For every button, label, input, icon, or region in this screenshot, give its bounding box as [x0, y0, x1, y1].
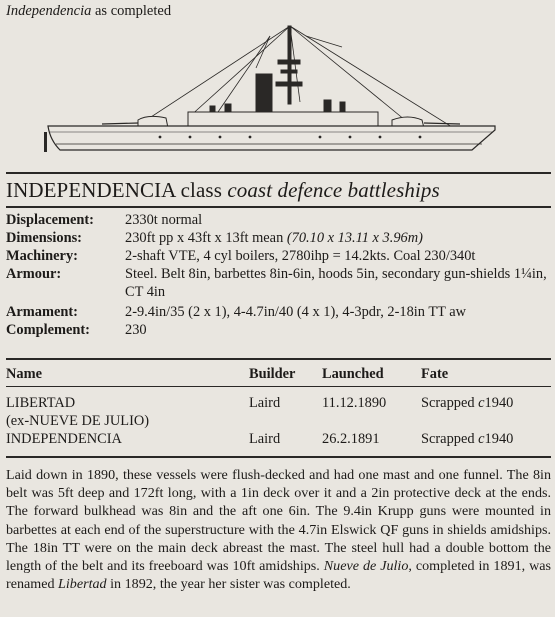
table-row: [6, 430, 551, 448]
rule-table-top: [6, 358, 551, 360]
rule-title: [6, 206, 551, 208]
header-fate: Fate: [421, 366, 449, 382]
ship-name-main: LIBERTAD: [6, 395, 76, 411]
rule-header-bottom: [6, 386, 551, 387]
spec-row-complement: [6, 321, 551, 339]
spec-label: Displacement:: [6, 212, 94, 228]
fate-circa: c: [478, 431, 485, 447]
spec-label: Armour:: [6, 266, 62, 282]
description-text-2: , completed in 1891, was renamed: [6, 558, 552, 593]
specifications: [6, 211, 551, 339]
ship-profile-drawing: [20, 22, 530, 172]
fate-year: 1940: [484, 431, 514, 447]
ship-builder: Laird: [249, 395, 281, 411]
spec-row-armament: [6, 303, 551, 321]
fate-circa: c: [478, 395, 485, 411]
spec-label: Dimensions:: [6, 230, 82, 246]
spec-label: Armament:: [6, 304, 78, 320]
ships-table: [6, 363, 551, 448]
ship-launched: 26.2.1891: [322, 431, 380, 447]
spec-row-displacement: [6, 211, 551, 229]
spec-value: 2-9.4in/35 (2 x 1), 4-4.7in/40 (4 x 1), 4-3pdr, 2-18in TT aw: [125, 304, 467, 320]
spec-value: 230: [125, 322, 147, 338]
table-row: [6, 394, 551, 430]
table-body: [6, 385, 551, 448]
class-title-type: coast defence battleships: [227, 178, 440, 202]
fate-text: Scrapped: [421, 431, 479, 447]
rule-table-bottom: [6, 456, 551, 458]
table-header: [6, 363, 551, 385]
class-title: [6, 178, 440, 203]
spec-value: [125, 229, 551, 247]
ship-fate: [421, 394, 551, 430]
description-ship-nueve: Nueve de Julio: [323, 558, 409, 575]
header-launched: Launched: [322, 366, 384, 382]
ship-name: INDEPENDENCIA: [6, 431, 122, 447]
figure-caption: [6, 3, 171, 20]
spec-row-dimensions: [6, 229, 551, 247]
spec-label: Complement:: [6, 322, 90, 338]
caption-ship-name: Independencia: [6, 3, 92, 19]
spec-value-text: 230ft pp x 43ft x 13ft mean: [125, 230, 287, 246]
spec-row-machinery: [6, 247, 551, 265]
description-ship-libertad: Libertad: [58, 576, 107, 593]
spec-row-armour: [6, 265, 551, 301]
spec-value: Steel. Belt 8in, barbettes 8in-6in, hoods 5in, secondary gun-shields 1¼in, CT 4in: [125, 266, 547, 300]
spec-value: 2-shaft VTE, 4 cyl boilers, 2780ihp = 14.2kts. Coal 230/340t: [125, 248, 476, 264]
header-builder: Builder: [249, 366, 296, 382]
ship-name: [6, 394, 249, 430]
header-name: Name: [6, 366, 42, 382]
caption-text: as completed: [91, 3, 172, 19]
spec-value-metric: (70.10 x 13.11 x 3.96m): [286, 230, 423, 246]
ship-launched: 11.12.1890: [322, 395, 387, 411]
rule-top: [6, 172, 551, 174]
description-text-1: Laid down in 1890, these vessels were flush-decked and had one mast and one funnel. The 8in belt was 5ft deep and 172ft long, with a 1in deck over it and a 2in protective deck at the ends. The forward bulkhead was 8in and the aft one 6in. The 9.4in Krupp guns were mounted in barbettes at each end of the superstructure with the 4.7in Elswick QF guns in shields amidships. The 18in TT were on the main deck abreast the mast. The steel hull had a double bottom the length of the belt and its freeboard was 10ft amidships.: [6, 467, 551, 575]
class-title-main: INDEPENDENCIA class: [6, 178, 228, 202]
description-paragraph: [6, 466, 551, 593]
ship-builder: Laird: [249, 431, 281, 447]
fate-text: Scrapped: [421, 395, 479, 411]
spec-value: 2330t normal: [125, 212, 203, 228]
ship-name-former: (ex-NUEVE DE JULIO): [6, 413, 150, 429]
description-text-3: in 1892, the year her sister was completed.: [106, 576, 351, 593]
spec-label: Machinery:: [6, 248, 78, 264]
ship-fate: [421, 430, 551, 448]
fate-year: 1940: [484, 395, 514, 411]
